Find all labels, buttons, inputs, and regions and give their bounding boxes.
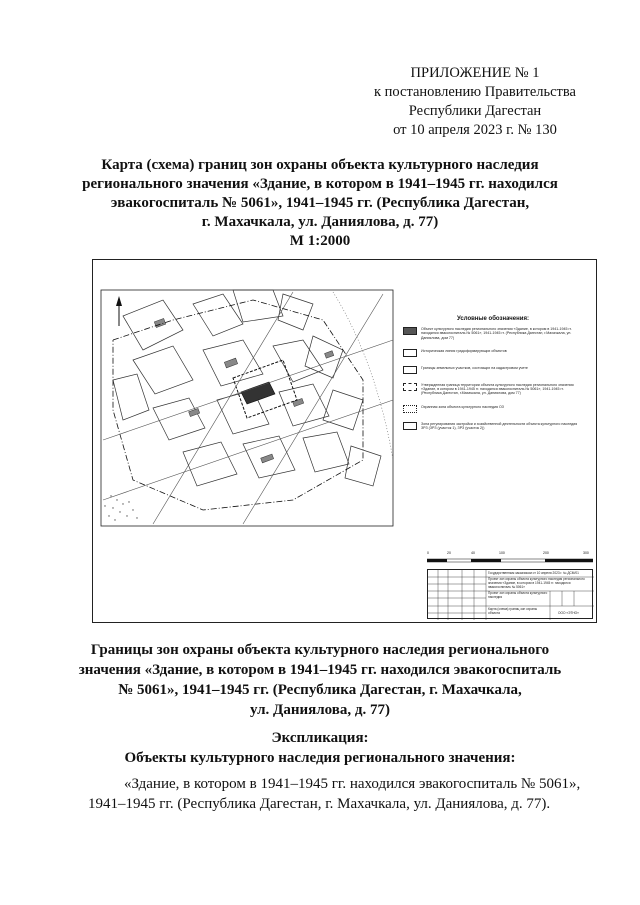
map-inner-frame <box>101 290 393 526</box>
description-line-1: «Здание, в котором в 1941–1945 гг. находился эвакогоспиталь № 5061», <box>124 776 581 792</box>
stipple-area <box>104 495 137 520</box>
appendix-line-4: от 10 апреля 2023 г. № 130 <box>393 122 557 138</box>
legend-text: Границы земельных участков, состоящих на кадастровом учете <box>421 365 528 370</box>
appendix-line-1: ПРИЛОЖЕНИЕ № 1 <box>410 65 540 81</box>
legend-text: Историческая линия градоформирующих объектов <box>421 348 507 353</box>
legend-text: Объект культурного наследия регионального значения «Здание, в котором в 1941-1945 гг. находился эвакогоспиталь № 5061», 1941-1945 гг. (Республика Дагестан, г.Махачкала, ул. Даниялова, дом 77) <box>421 327 572 340</box>
scale-labels <box>423 551 599 557</box>
appendix-line-3: Республики Дагестан <box>408 103 542 119</box>
title-line-1: Карта (схема) границ зон охраны объекта культурного наследия <box>101 157 539 173</box>
heritage-object-marker <box>233 360 297 418</box>
scale-label: 300 <box>583 551 589 555</box>
section-line-3: № 5061», 1941–1945 гг. (Республика Дагестан, г. Махачкала, <box>118 682 522 698</box>
title-line-4: г. Махачкала, ул. Даниялова, д. 77) <box>201 214 439 230</box>
street-lines <box>103 292 393 524</box>
legend-item <box>403 422 583 431</box>
section-title <box>60 640 580 720</box>
scale-label: 200 <box>543 551 549 555</box>
object-description <box>88 774 598 814</box>
scale-label: 0 <box>427 551 429 555</box>
legend-symbol-historic-line <box>403 349 417 357</box>
legend-symbol-heritage <box>403 327 417 335</box>
stamp-organization: ООО «ЭТНО» <box>558 611 579 615</box>
scale-label: 100 <box>499 551 505 555</box>
map-legend <box>403 316 583 439</box>
legend-item <box>403 366 583 374</box>
explication-heading: Экспликация: <box>271 730 369 746</box>
scale-bar <box>427 558 593 564</box>
legend-title: Условные обозначения: <box>457 316 529 322</box>
legend-text: Утвержденная граница территории объекта культурного наследия регионального значения «Здание, в котором в 1941-1945 гг. находился эвакогоспиталь № 5061», 1941-1945 гг. (Республика Дагестан, г.Махачкала, ул. Даниялова, дом 77) <box>421 382 574 396</box>
protection-zone-boundary <box>113 300 363 510</box>
legend-item <box>403 327 583 340</box>
legend-symbol-regulation-zone <box>403 422 417 430</box>
appendix-header <box>360 64 590 140</box>
explication <box>60 728 580 768</box>
legend-text: Охранная зона объекта культурного наследия ОЗ <box>421 404 504 409</box>
legend-item <box>403 383 583 396</box>
stamp-customer: Государственным заказчиком от 10 апреля 2023 г. № ДСМ/01 <box>488 571 579 575</box>
description-line-2: 1941–1945 гг. (Республика Дагестан, г. Махачкала, ул. Даниялова, д. 77). <box>88 796 551 812</box>
legend-item <box>403 405 583 413</box>
north-arrow-icon <box>116 296 122 326</box>
appendix-line-2: к постановлению Правительства <box>374 84 576 100</box>
stamp-section: Проект зон охраны объекта культурного наследия <box>488 591 548 599</box>
legend-symbol-cadastral <box>403 366 417 374</box>
legend-item <box>403 349 583 357</box>
scale-label: 40 <box>471 551 475 555</box>
explication-subheading: Объекты культурного наследия регионального значения: <box>124 750 516 766</box>
map-scale: М 1:2000 <box>289 233 351 249</box>
scale-label: 20 <box>447 551 451 555</box>
section-line-1: Границы зон охраны объекта культурного наследия регионального <box>90 642 550 658</box>
map-frame <box>92 259 597 623</box>
legend-symbol-territory <box>403 383 417 391</box>
title-block-stamp <box>427 569 593 619</box>
stamp-sheet: Карта (схема) границ зон охраны объекта <box>488 607 538 615</box>
title-line-2: регионального значения «Здание, в котором в 1941–1945 гг. находился <box>82 176 558 192</box>
building-blocks <box>113 290 381 486</box>
legend-symbol-protection-zone <box>403 405 417 413</box>
document-title <box>70 156 570 251</box>
section-line-4: ул. Даниялова, д. 77) <box>250 702 390 718</box>
section-line-2: значения «Здание, в котором в 1941–1945 гг. находился эвакогоспиталь <box>78 662 562 678</box>
stamp-project: Проект зон охраны объекта культурного наследия регионального значения «Здание, в котором в 1941-1945 гг. находился эвакогоспиталь № 5061» <box>488 577 585 589</box>
legend-text: Зона регулирования застройки и хозяйственной деятельности объекта культурного наследия ЗРЗ (ЗРЗ (участок 1), ЗРЗ (участок 2)) <box>421 421 578 431</box>
title-line-3: эвакогоспиталь № 5061», 1941–1945 гг. (Республика Дагестан, <box>110 195 530 211</box>
